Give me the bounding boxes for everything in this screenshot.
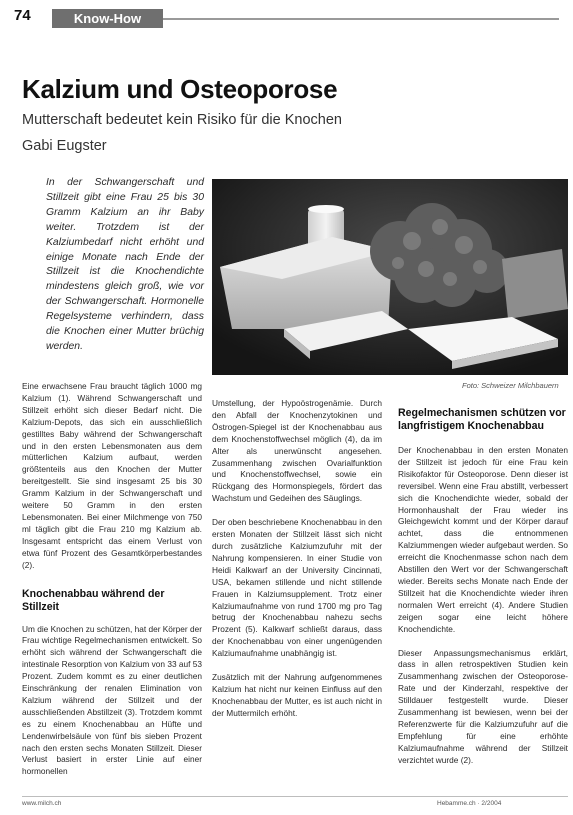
body-paragraph: Zusätzlich mit der Nahrung aufgenommenes Kalzium hat nicht nur keinen Einfluss auf den Knochenabbau der Mutter, es ist auch nicht in der Muttermilch erhöht. <box>212 672 382 718</box>
footer-rule <box>22 796 568 797</box>
article-subtitle: Mutterschaft bedeutet kein Risiko für die Knochen <box>22 112 342 128</box>
column-2 <box>212 398 382 720</box>
section-heading: Regelmechanismen schützen vor langfristigem Knochenabbau <box>398 407 566 432</box>
article-author: Gabi Eugster <box>22 138 107 154</box>
header-rule <box>163 18 559 20</box>
article-photo <box>212 179 568 375</box>
footer-left: www.milch.ch <box>22 800 62 807</box>
body-paragraph: Umstellung, der Hypoöstrogenämie. Durch den Abfall der Knochenzytokinen und Östrogen-Spiegel ist der Knochenabbau aus dem Knochenstoffwechsel möglich (4), da im Alter als unerwünscht angesehen. Zusammenhang zwischen Ovarialfunktion und Knochenstoffwechsel, sowie ein Rückgang des Hormonspiegels, fördert das Wachstum und Gedeihen des Säuglings. <box>212 398 382 504</box>
body-paragraph: Der Knochenabbau in den ersten Monaten der Stillzeit ist jedoch für eine Frau kein Risikofaktor für Osteoporose. Denn dieser ist reversibel. Wenn eine Frau abstillt, verbessert sich die Knochendichte wieder, sobald der Hormonhaushalt der Frau wieder ins Gleichgewicht kommt und der Körper darauf achtet, dass die entnommenen Kalziummengen wieder aufgebaut werden. So erreicht die Knochenmasse schon nach dem Abstillen den Wert vor der Schwangerschaft wieder. Bereits sechs Monate nach Ende der Stillzeit hat die Knochendichte wieder ihren normalen Wert erreicht (4). Andere Studien zeigen sogar eine leicht höhere Knochendichte. <box>398 445 568 634</box>
body-paragraph: Der oben beschriebene Knochenabbau in den ersten Monaten der Stillzeit lässt sich nicht durch zusätzliche Kalziumzufuhr mit der Nahrung kompensieren. In einer Studie von Heidi Kalkwarf an der University Cincinnati, USA, bekamen stillende und nicht stillende Frauen in Kalziumsupplement. Trotz einer Kalziumaufnahme von rund 1700 mg pro Tag betrug der Knochenabbau nahezu sechs Prozent (5). Kalkwarf schließt daraus, dass der Knochenabbau von einer ungenügenden Kalziumaufnahme unabhängig ist. <box>212 517 382 659</box>
page-number: 74 <box>14 7 31 24</box>
intro-lead: In der Schwangerschaft und Stillzeit gibt eine Frau 25 bis 30 Gramm Kalzium an ihr Baby weiter. Trotzdem ist der Kalziumbedarf nicht erhöht und einige Monate nach Ende der Stillzeit ist die Knochendichte mindestens gleich groß, wie vor der Schwangerschaft. Hormonelle Regelsysteme verhindern, dass die Knochen einer Mutter brüchig werden. <box>46 177 204 352</box>
footer-right: Hebamme.ch · 2/2004 <box>437 800 502 807</box>
column-3 <box>398 407 568 767</box>
photo-credit: Foto: Schweizer Milchbauern <box>462 381 559 390</box>
body-paragraph: Um die Knochen zu schützen, hat der Körper der Frau wichtige Regelmechanismen entwickelt. So erhöht sich während der Schwangerschaft die intestinale Resorption von Kalzium von 33 auf 53 Prozent. Zudem kommt es zu einer deutlichen Einschränkung der renalen Elimination von Kalzium während der Stillzeit und der ausschließenden Abstillzeit (3). Trotzdem kommt es zu einem Knochenabbau an Hüfte und Lendenwirbelsäule von fünf bis sieben Prozent nach den ersten sechs Monaten Stillzeit. Dieser Verlust basiert in erster Linie auf einer hormonellen <box>22 623 202 777</box>
photo-illustration <box>212 179 568 375</box>
article-title: Kalzium und Osteoporose <box>22 74 338 104</box>
section-banner: Know-How <box>52 9 163 28</box>
body-paragraph: Dieser Anpassungsmechanismus erklärt, dass in allen retrospektiven Studien kein Zusammenhang zwischen der Osteoporose-Rate und der Kinderzahl, respektive der Stilldauer festgestellt wurde. Dieser Zusammenhang ist bewiesen, wenn bei der Referenzwerte für die Kalziumzufuhr auf die Empfehlung für eine erhöhte Kalziumaufnahme während der Stillzeit verzichtet wurde (2). <box>398 647 568 765</box>
column-1 <box>22 381 202 778</box>
body-paragraph: Eine erwachsene Frau braucht täglich 1000 mg Kalzium (1). Während Schwangerschaft und Stillzeit erhöht sich dieser Bedarf nicht. Die Kalzium-Depots, das sich ein ausschließlich gestilltes Baby während der Schwangerschaft und in den ersten Lebensmonaten aus dem mütterlichen Kalzium aufbaut, werden größtenteils aus den Knochen der Mutter bereitgestellt. Sie sind insgesamt 25 bis 30 Gramm Kalzium in der Schwangerschaft und weitere 50 Gramm in den ersten Lebensmonaten. Bei einer Milchmenge von 750 ml täglich gibt die Frau 210 mg Kalzium ab. Insgesamt entspricht das einem Verlust von etwa fünf Prozent des Gesamtkörperbestandes (2). <box>22 381 202 570</box>
section-heading: Knochenabbau während der Stillzeit <box>22 587 165 613</box>
